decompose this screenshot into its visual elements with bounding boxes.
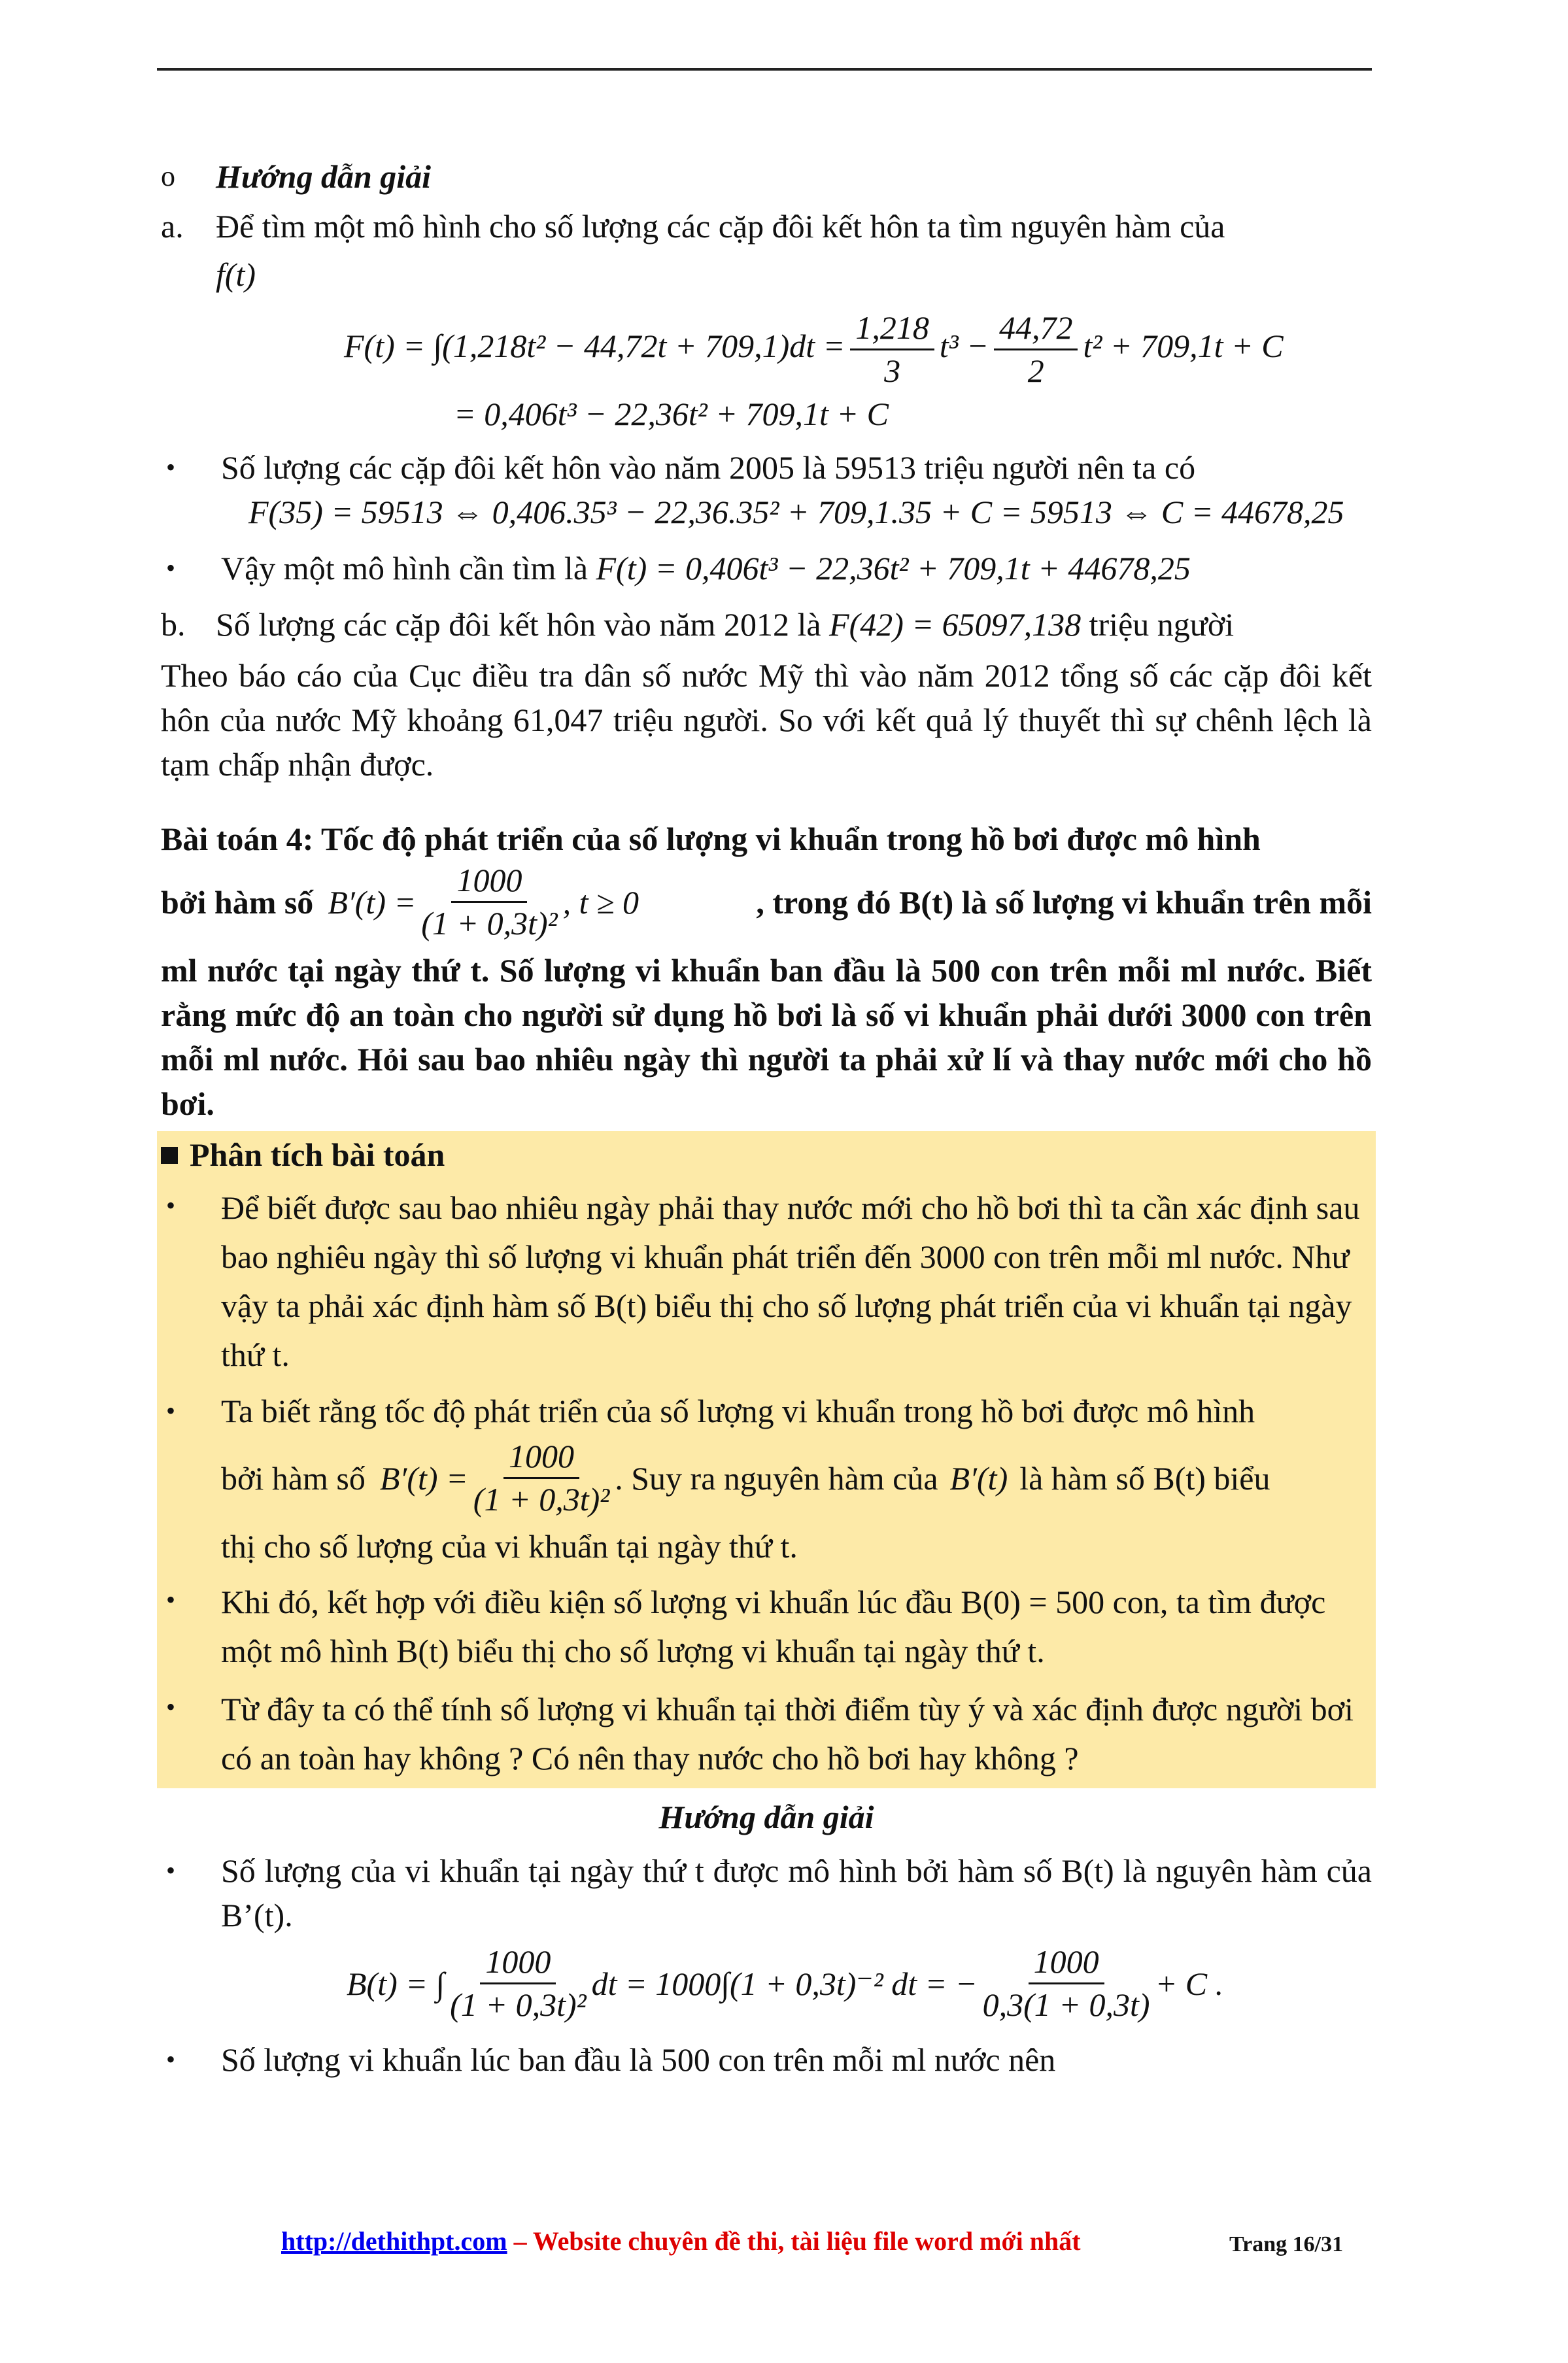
solution-equation [161,1944,1372,2023]
integral-tail: t² + 709,1t + C [1083,327,1284,364]
analysis-text: bởi hàm số [221,1459,366,1497]
square-bullet-icon [161,1147,178,1164]
page-number: Trang 16/31 [1229,2232,1344,2256]
problem-4-text: , trong đó B(t) là số lượng vi khuẩn trên mỗi [756,883,1372,921]
fraction-denominator: 0,3(1 + 0,3t) [982,1986,1150,2023]
solution-title: Hướng dẫn giải [658,1799,874,1835]
fraction-denominator: (1 + 0,3t)² [450,1986,587,2023]
derivative-fraction [421,862,557,942]
equation-part: dt = 1000∫(1 + 0,3t)⁻² dt = − [591,1965,978,2002]
function-f: f(t) [216,256,256,293]
part-b-text: Số lượng các cặp đôi kết hôn vào năm 2012 là [216,606,821,643]
conclusion-paragraph: Theo báo cáo của Cục điều tra dân số nước Mỹ thì vào năm 2012 tổng số các cặp đôi kết hôn của nước Mỹ khoảng 61,047 triệu người. So với kết quả lý thuyết thì sự chênh lệch là tạm chấp nhận được. [161,657,1372,783]
analysis-heading [161,1132,1372,1177]
fraction-numerator: 1000 [480,1944,556,1984]
fraction-denominator: (1 + 0,3t)² [421,905,558,942]
derivative-fraction [473,1438,609,1518]
bullet-icon: • [166,1585,176,1614]
bullet-icon: • [166,553,176,583]
analysis-text: . Suy ra nguyên hàm của [615,1459,938,1497]
bullet-text: Số lượng các cặp đôi kết hôn vào năm 2005 là 59513 triệu người nên ta có [221,449,1196,486]
derivative-symbol: B′(t) [949,1459,1008,1497]
model-equation: F(t) = 0,406t³ − 22,36t² + 709,1t + 44678,25 [596,550,1191,586]
fraction-1 [850,310,934,389]
document-body [161,154,1372,2082]
bullet-icon: • [166,1692,176,1722]
bullet-icon: • [166,1191,176,1220]
fraction-denominator: 2 [1027,352,1044,389]
analysis-box [157,1131,1376,1788]
equation-fraction [983,1944,1150,2023]
footer-link[interactable]: http://dethithpt.com [281,2226,507,2256]
analysis-item [161,1183,1372,1380]
fraction-numerator: 1000 [503,1438,579,1479]
condition-equation: F(35) = 59513 ⇔ 0,406.35³ − 22,36.35² + 709,1.35 + C = 59513 ⇔ C = 44678,25 [248,494,1344,530]
part-b-tail: triệu người [1089,606,1235,643]
fraction-numerator: 1000 [451,862,527,903]
circle-bullet-icon: o [161,160,175,192]
footer [281,2226,1081,2256]
integral-result: = 0,406t³ − 22,36t² + 709,1t + C [454,396,889,432]
integral-equation [161,310,1372,389]
fraction-numerator: 44,72 [994,310,1078,350]
analysis-item [161,1685,1372,1783]
analysis-item [161,1389,1372,1569]
analysis-item [161,1578,1372,1676]
equation-fraction [450,1944,586,2023]
problem-4-body: ml nước tại ngày thứ t. Số lượng vi khuẩn ban đầu là 500 con trên mỗi ml nước. Biết rằng mức độ an toàn cho người sử dụng hồ bơi là số vi khuẩn phải dưới 3000 con trên mỗi ml nước. Hỏi sau bao nhiêu ngày thì người ta phải xử lí và thay nước mới cho hồ bơi. [161,952,1372,1122]
integral-mid: t³ − [939,327,989,364]
bullet-icon: • [166,1856,176,1885]
analysis-text: Từ đây ta có thể tính số lượng vi khuẩn tại thời điểm tùy ý và xác định được người bơi có an toàn hay không ? Có nên thay nước cho hồ bơi hay không ? [221,1691,1354,1776]
equation-part: + C . [1155,1965,1224,2002]
analysis-text: Ta biết rằng tốc độ phát triển của số lượng vi khuẩn trong hồ bơi được mô hình [221,1393,1255,1429]
bullet-text: Vậy một mô hình cần tìm là [221,550,588,586]
analysis-text: Khi đó, kết hợp với điều kiện số lượng vi khuẩn lúc đầu B(0) = 500 con, ta tìm được một mô hình B(t) biểu thị cho số lượng vi khuẩn tại ngày thứ t. [221,1584,1326,1669]
solution-text: Số lượng vi khuẩn lúc ban đầu là 500 con trên mỗi ml nước nên [221,2041,1056,2078]
footer-text: – Website chuyên đề thi, tài liệu file word mới nhất [507,2226,1081,2256]
analysis-text: Để biết được sau bao nhiêu ngày phải thay nước mới cho hồ bơi thì ta cần xác định sau bao nghiêu ngày thì số lượng vi khuẩn phát triển đến 3000 con trên mỗi ml nước. Như vậy ta phải xác định hàm số B(t) biểu thị cho số lượng phát triển của vi khuẩn tại ngày thứ t. [221,1189,1360,1373]
derivative-lhs: B′(t) = [379,1459,468,1497]
derivative-lhs: B′(t) = [328,883,417,921]
header-rule [157,68,1372,71]
problem-4-intro: Bài toán 4: Tốc độ phát triển của số lượng vi khuẩn trong hồ bơi được mô hình [161,821,1261,857]
part-a [161,204,1372,248]
section-heading [161,154,1372,199]
fraction-numerator: 1,218 [850,310,934,350]
part-b-equation: F(42) = 65097,138 [829,606,1082,643]
bullet-icon: • [166,452,176,482]
part-a-text: Để tìm một mô hình cho số lượng các cặp đôi kết hôn ta tìm nguyên hàm của [216,208,1225,245]
fraction-denominator: (1 + 0,3t)² [473,1481,610,1518]
bullet-icon: • [166,2045,176,2074]
problem-4-text: bởi hàm số [161,883,314,921]
domain-condition: , t ≥ 0 [562,883,639,921]
section-title: Hướng dẫn giải [216,158,432,195]
fraction-2 [994,310,1078,389]
solution-text: Số lượng của vi khuẩn tại ngày thứ t được mô hình bởi hàm số B(t) là nguyên hàm của B’(t). [221,1852,1372,1933]
part-a-label: a. [161,208,184,245]
solution-item [161,2037,1372,2082]
fraction-numerator: 1000 [1029,1944,1104,1984]
bullet-item [161,445,1372,490]
analysis-text: thị cho số lượng của vi khuẩn tại ngày thứ t. [221,1528,798,1565]
analysis-text: là hàm số B(t) biểu [1019,1459,1270,1497]
bullet-icon: • [166,1396,176,1425]
solution-item [161,1848,1372,1937]
part-b-label: b. [161,606,186,643]
part-b [161,602,1372,647]
bullet-item [161,546,1372,590]
problem-4 [161,817,1372,1126]
integral-lhs: F(t) = ∫(1,218t² − 44,72t + 709,1)dt = [344,327,845,364]
analysis-title: Phân tích bài toán [190,1136,445,1173]
equation-part: B(t) = ∫ [347,1965,445,2002]
fraction-denominator: 3 [884,352,901,389]
